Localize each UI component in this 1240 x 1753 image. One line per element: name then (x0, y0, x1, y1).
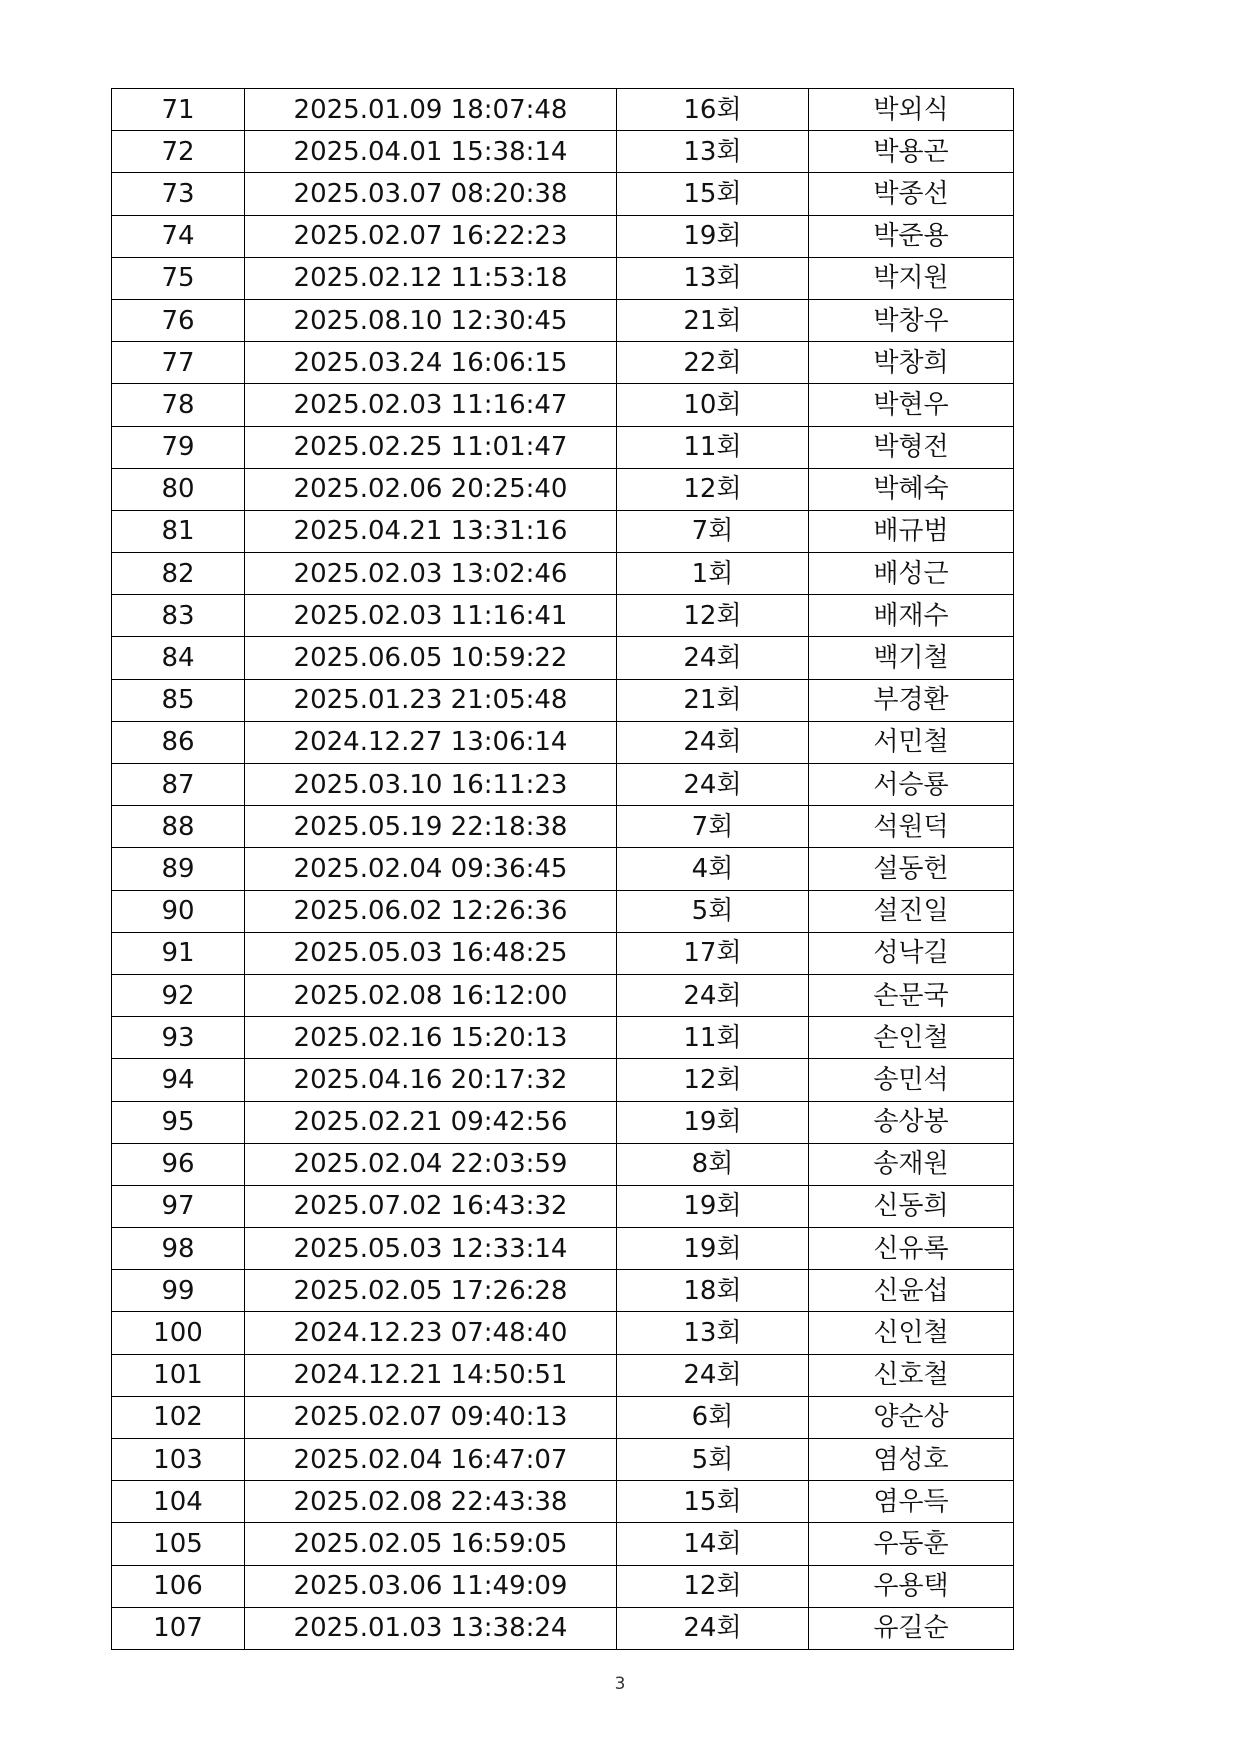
row-number-cell: 72 (112, 131, 245, 173)
count-cell: 11회 (617, 1017, 809, 1059)
count-cell: 11회 (617, 426, 809, 468)
row-number-cell: 83 (112, 595, 245, 637)
name-cell: 손인철 (809, 1017, 1014, 1059)
count-cell: 24회 (617, 637, 809, 679)
row-number-cell: 91 (112, 932, 245, 974)
datetime-cell: 2024.12.21 14:50:51 (245, 1354, 617, 1396)
name-cell: 염우득 (809, 1481, 1014, 1523)
datetime-cell: 2024.12.23 07:48:40 (245, 1312, 617, 1354)
name-cell: 설동헌 (809, 848, 1014, 890)
table-row (112, 215, 1014, 257)
count-cell: 7회 (617, 806, 809, 848)
datetime-cell: 2025.01.23 21:05:48 (245, 679, 617, 721)
row-number-cell: 98 (112, 1228, 245, 1270)
name-cell: 배성근 (809, 553, 1014, 595)
count-cell: 19회 (617, 215, 809, 257)
row-number-cell: 97 (112, 1185, 245, 1227)
name-cell: 우동훈 (809, 1523, 1014, 1565)
count-cell: 13회 (617, 257, 809, 299)
table-row (112, 89, 1014, 131)
table-row (112, 1270, 1014, 1312)
count-cell: 5회 (617, 890, 809, 932)
count-cell: 18회 (617, 1270, 809, 1312)
row-number-cell: 94 (112, 1059, 245, 1101)
name-cell: 박창희 (809, 342, 1014, 384)
count-cell: 4회 (617, 848, 809, 890)
row-number-cell: 71 (112, 89, 245, 131)
name-cell: 백기철 (809, 637, 1014, 679)
table-row (112, 468, 1014, 510)
table-row (112, 595, 1014, 637)
count-cell: 5회 (617, 1439, 809, 1481)
datetime-cell: 2025.02.03 13:02:46 (245, 553, 617, 595)
table-row (112, 1354, 1014, 1396)
name-cell: 성낙길 (809, 932, 1014, 974)
name-cell: 양순상 (809, 1396, 1014, 1438)
row-number-cell: 90 (112, 890, 245, 932)
datetime-cell: 2025.02.08 22:43:38 (245, 1481, 617, 1523)
table-row (112, 384, 1014, 426)
datetime-cell: 2025.02.25 11:01:47 (245, 426, 617, 468)
datetime-cell: 2025.02.03 11:16:41 (245, 595, 617, 637)
name-cell: 신인철 (809, 1312, 1014, 1354)
records-table (111, 88, 1014, 1650)
row-number-cell: 93 (112, 1017, 245, 1059)
datetime-cell: 2025.02.03 11:16:47 (245, 384, 617, 426)
row-number-cell: 76 (112, 299, 245, 341)
datetime-cell: 2025.05.03 12:33:14 (245, 1228, 617, 1270)
table-row (112, 932, 1014, 974)
datetime-cell: 2025.04.16 20:17:32 (245, 1059, 617, 1101)
name-cell: 박외식 (809, 89, 1014, 131)
table-row (112, 637, 1014, 679)
name-cell: 설진일 (809, 890, 1014, 932)
row-number-cell: 78 (112, 384, 245, 426)
name-cell: 염성호 (809, 1439, 1014, 1481)
count-cell: 19회 (617, 1101, 809, 1143)
table-row (112, 1565, 1014, 1607)
row-number-cell: 87 (112, 764, 245, 806)
row-number-cell: 99 (112, 1270, 245, 1312)
name-cell: 신동희 (809, 1185, 1014, 1227)
name-cell: 박지원 (809, 257, 1014, 299)
count-cell: 24회 (617, 974, 809, 1016)
table-row (112, 1228, 1014, 1270)
name-cell: 송민석 (809, 1059, 1014, 1101)
row-number-cell: 102 (112, 1396, 245, 1438)
row-number-cell: 79 (112, 426, 245, 468)
table-row (112, 1059, 1014, 1101)
row-number-cell: 89 (112, 848, 245, 890)
row-number-cell: 81 (112, 510, 245, 552)
table-row (112, 1312, 1014, 1354)
datetime-cell: 2025.02.04 22:03:59 (245, 1143, 617, 1185)
count-cell: 24회 (617, 1607, 809, 1649)
row-number-cell: 107 (112, 1607, 245, 1649)
count-cell: 12회 (617, 595, 809, 637)
row-number-cell: 86 (112, 721, 245, 763)
datetime-cell: 2025.05.03 16:48:25 (245, 932, 617, 974)
table-row (112, 1439, 1014, 1481)
name-cell: 박혜숙 (809, 468, 1014, 510)
table-row (112, 510, 1014, 552)
datetime-cell: 2025.01.03 13:38:24 (245, 1607, 617, 1649)
datetime-cell: 2025.08.10 12:30:45 (245, 299, 617, 341)
table-row (112, 1101, 1014, 1143)
datetime-cell: 2025.02.07 09:40:13 (245, 1396, 617, 1438)
name-cell: 박형전 (809, 426, 1014, 468)
count-cell: 19회 (617, 1228, 809, 1270)
row-number-cell: 95 (112, 1101, 245, 1143)
datetime-cell: 2025.05.19 22:18:38 (245, 806, 617, 848)
name-cell: 송재원 (809, 1143, 1014, 1185)
table-row (112, 1396, 1014, 1438)
count-cell: 16회 (617, 89, 809, 131)
count-cell: 22회 (617, 342, 809, 384)
count-cell: 10회 (617, 384, 809, 426)
table-row (112, 974, 1014, 1016)
name-cell: 배재수 (809, 595, 1014, 637)
datetime-cell: 2025.07.02 16:43:32 (245, 1185, 617, 1227)
count-cell: 12회 (617, 1059, 809, 1101)
table-row (112, 890, 1014, 932)
count-cell: 17회 (617, 932, 809, 974)
name-cell: 박용곤 (809, 131, 1014, 173)
table-row (112, 1607, 1014, 1649)
datetime-cell: 2025.03.07 08:20:38 (245, 173, 617, 215)
datetime-cell: 2025.04.21 13:31:16 (245, 510, 617, 552)
name-cell: 배규범 (809, 510, 1014, 552)
datetime-cell: 2024.12.27 13:06:14 (245, 721, 617, 763)
count-cell: 6회 (617, 1396, 809, 1438)
name-cell: 박종선 (809, 173, 1014, 215)
datetime-cell: 2025.02.04 09:36:45 (245, 848, 617, 890)
datetime-cell: 2025.03.24 16:06:15 (245, 342, 617, 384)
row-number-cell: 92 (112, 974, 245, 1016)
table-row (112, 806, 1014, 848)
name-cell: 서민철 (809, 721, 1014, 763)
records-table-body (112, 89, 1014, 1650)
row-number-cell: 82 (112, 553, 245, 595)
table-row (112, 1523, 1014, 1565)
table-row (112, 173, 1014, 215)
datetime-cell: 2025.06.05 10:59:22 (245, 637, 617, 679)
count-cell: 24회 (617, 764, 809, 806)
count-cell: 24회 (617, 721, 809, 763)
row-number-cell: 80 (112, 468, 245, 510)
name-cell: 박현우 (809, 384, 1014, 426)
page-number: 3 (614, 1674, 626, 1694)
datetime-cell: 2025.03.06 11:49:09 (245, 1565, 617, 1607)
table-row (112, 553, 1014, 595)
table-row (112, 1185, 1014, 1227)
count-cell: 1회 (617, 553, 809, 595)
count-cell: 12회 (617, 1565, 809, 1607)
name-cell: 석원덕 (809, 806, 1014, 848)
datetime-cell: 2025.02.16 15:20:13 (245, 1017, 617, 1059)
name-cell: 신윤섭 (809, 1270, 1014, 1312)
row-number-cell: 105 (112, 1523, 245, 1565)
name-cell: 유길순 (809, 1607, 1014, 1649)
count-cell: 8회 (617, 1143, 809, 1185)
row-number-cell: 73 (112, 173, 245, 215)
datetime-cell: 2025.02.21 09:42:56 (245, 1101, 617, 1143)
row-number-cell: 85 (112, 679, 245, 721)
name-cell: 박창우 (809, 299, 1014, 341)
count-cell: 12회 (617, 468, 809, 510)
name-cell: 신유록 (809, 1228, 1014, 1270)
datetime-cell: 2025.02.07 16:22:23 (245, 215, 617, 257)
table-row (112, 1481, 1014, 1523)
row-number-cell: 75 (112, 257, 245, 299)
row-number-cell: 104 (112, 1481, 245, 1523)
datetime-cell: 2025.02.04 16:47:07 (245, 1439, 617, 1481)
name-cell: 서승룡 (809, 764, 1014, 806)
table-row (112, 257, 1014, 299)
datetime-cell: 2025.02.08 16:12:00 (245, 974, 617, 1016)
datetime-cell: 2025.02.06 20:25:40 (245, 468, 617, 510)
count-cell: 21회 (617, 679, 809, 721)
count-cell: 21회 (617, 299, 809, 341)
count-cell: 15회 (617, 173, 809, 215)
datetime-cell: 2025.02.05 16:59:05 (245, 1523, 617, 1565)
datetime-cell: 2025.04.01 15:38:14 (245, 131, 617, 173)
name-cell: 송상봉 (809, 1101, 1014, 1143)
table-row (112, 131, 1014, 173)
table-row (112, 426, 1014, 468)
datetime-cell: 2025.02.05 17:26:28 (245, 1270, 617, 1312)
datetime-cell: 2025.03.10 16:11:23 (245, 764, 617, 806)
count-cell: 15회 (617, 1481, 809, 1523)
row-number-cell: 106 (112, 1565, 245, 1607)
datetime-cell: 2025.02.12 11:53:18 (245, 257, 617, 299)
name-cell: 손문국 (809, 974, 1014, 1016)
table-row (112, 848, 1014, 890)
name-cell: 박준용 (809, 215, 1014, 257)
row-number-cell: 100 (112, 1312, 245, 1354)
datetime-cell: 2025.06.02 12:26:36 (245, 890, 617, 932)
row-number-cell: 77 (112, 342, 245, 384)
row-number-cell: 101 (112, 1354, 245, 1396)
count-cell: 13회 (617, 131, 809, 173)
table-row (112, 764, 1014, 806)
row-number-cell: 74 (112, 215, 245, 257)
table-row (112, 721, 1014, 763)
row-number-cell: 103 (112, 1439, 245, 1481)
count-cell: 7회 (617, 510, 809, 552)
row-number-cell: 88 (112, 806, 245, 848)
count-cell: 19회 (617, 1185, 809, 1227)
name-cell: 신호철 (809, 1354, 1014, 1396)
table-row (112, 1143, 1014, 1185)
row-number-cell: 96 (112, 1143, 245, 1185)
name-cell: 부경환 (809, 679, 1014, 721)
count-cell: 24회 (617, 1354, 809, 1396)
row-number-cell: 84 (112, 637, 245, 679)
table-row (112, 299, 1014, 341)
name-cell: 우용택 (809, 1565, 1014, 1607)
count-cell: 14회 (617, 1523, 809, 1565)
table-row (112, 679, 1014, 721)
table-row (112, 342, 1014, 384)
table-row (112, 1017, 1014, 1059)
datetime-cell: 2025.01.09 18:07:48 (245, 89, 617, 131)
count-cell: 13회 (617, 1312, 809, 1354)
